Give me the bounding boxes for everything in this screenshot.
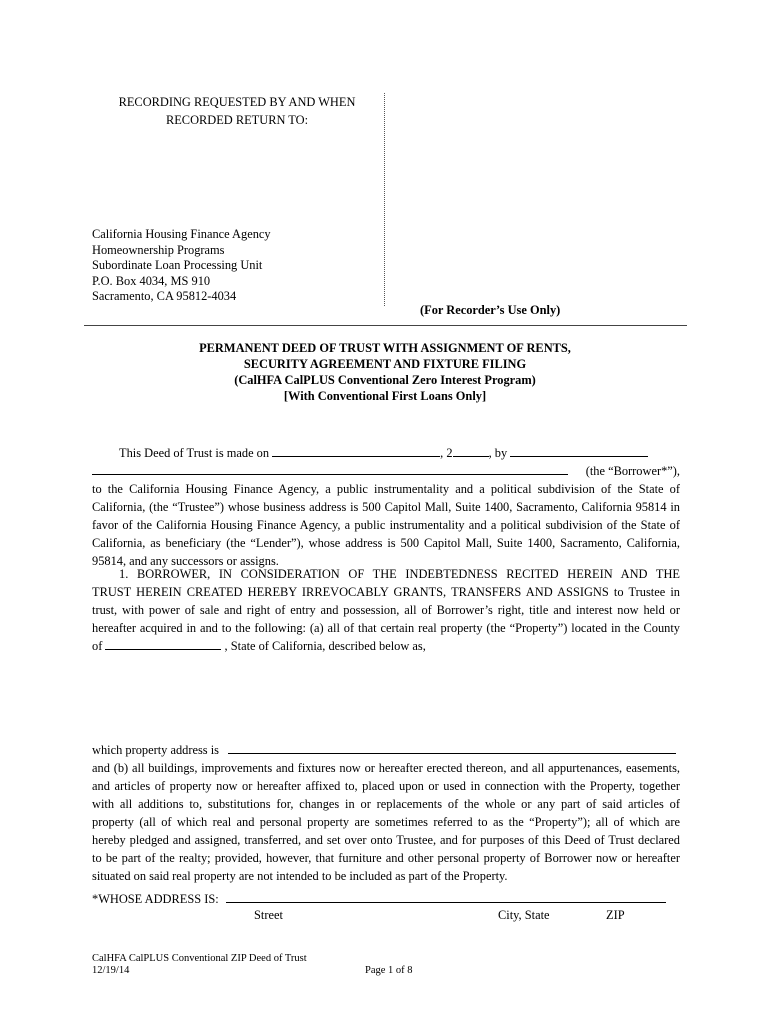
paragraph-line: situated on said real property are not intended to be included as part of the Property.: [92, 869, 508, 883]
property-address-label: which property address is: [92, 743, 219, 757]
header-divider-horizontal: [84, 325, 687, 326]
address-line: Homeownership Programs: [92, 242, 225, 257]
whose-address-label: *WHOSE ADDRESS IS:: [92, 892, 219, 906]
paragraph-line: and (b) all buildings, improvements and fixtures now or hereafter erected thereon, and all appurtenances, easements,: [92, 761, 680, 775]
zip-label: ZIP: [606, 908, 625, 922]
footer-form-name: CalHFA CalPLUS Conventional ZIP Deed of Trust: [92, 953, 307, 964]
page-number: Page 1 of 8: [365, 965, 413, 976]
date-field[interactable]: [272, 444, 440, 457]
paragraph-line: 1. BORROWER, IN CONSIDERATION OF THE INDEBTEDNESS RECITED HEREIN AND THE: [119, 567, 680, 581]
title-line: (CalHFA CalPLUS Conventional Zero Interest Program): [234, 373, 536, 387]
recording-requested-line1: RECORDING REQUESTED BY AND WHEN: [118, 95, 356, 109]
whose-address-row: [92, 890, 672, 908]
recorder-use-label: (For Recorder’s Use Only): [420, 303, 561, 317]
year-prefix: , 2: [440, 446, 453, 460]
by-label: , by: [488, 446, 508, 460]
address-line: California Housing Finance Agency: [92, 227, 271, 241]
footer-form-info: [92, 953, 307, 977]
address-line: Subordinate Loan Processing Unit: [92, 258, 263, 273]
address-line: P.O. Box 4034, MS 910: [92, 273, 211, 288]
borrower-name-field[interactable]: [510, 444, 648, 457]
paragraph-line: hereafter acquired in and to the following: (a) all of that certain real property (the “Property”) located in the County: [92, 621, 680, 635]
deed-made-on-label: This Deed of Trust is made on: [119, 446, 270, 460]
paragraph-line: favor of the California Housing Finance Agency, a public instrumentality and a political subdivision of the State of: [92, 518, 680, 532]
grant-paragraph: [92, 565, 680, 655]
paragraph-line: TRUST HEREIN CREATED HEREBY IRREVOCABLY GRANTS, TRANSFERS AND ASSIGNS to Trustee in: [92, 585, 680, 599]
borrower-name-field-2[interactable]: [92, 462, 568, 475]
recording-requested-line2: RECORDED RETURN TO:: [165, 113, 309, 127]
borrower-definition: (the “Borrower*”),: [585, 464, 680, 478]
paragraph-line: to the California Housing Finance Agency, a public instrumentality and a political subdivision of the State of: [92, 482, 680, 496]
title-line: PERMANENT DEED OF TRUST WITH ASSIGNMENT OF RENTS,: [199, 341, 571, 355]
paragraph-line: to be part of the realty; provided, however, that furniture and other personal property of Borrower now or hereafter: [92, 851, 680, 865]
paragraph-line: hereby pledged and assigned, transferred, and set over onto Trustee, and for purposes of this Deed of Trust declared: [92, 833, 680, 847]
address-line: Sacramento, CA 95812-4034: [92, 289, 237, 304]
paragraph-line: California, (the “Trustee”) whose business address is 500 Capitol Mall, Suite 1400, Sacramento, California 95814 in: [92, 500, 680, 514]
whose-address-field[interactable]: [226, 890, 666, 903]
paragraph-line: property (all of which real and personal property are sometimes referred to as the “Property”); all of which are: [92, 815, 680, 829]
county-prefix: of: [92, 639, 103, 653]
title-line: SECURITY AGREEMENT AND FIXTURE FILING: [243, 357, 527, 371]
paragraph-line: and articles of property now or hereafter affixed to, placed upon or used in connection with the Property, together: [92, 779, 680, 793]
paragraph-line: California, as beneficiary (the “Lender”), whose address is 500 Capitol Mall, Suite 1400, Sacramento, California,: [92, 536, 680, 550]
document-title: [0, 340, 770, 404]
county-field[interactable]: [105, 637, 221, 650]
header-divider-vertical: [384, 93, 385, 306]
paragraph-line: with all additions to, substitutions for, changes in or replacements of the whole or any part of said articles of: [92, 797, 680, 811]
paragraph-line: trust, with power of sale and right of entry and possession, all of Borrower’s right, title and interest now held or: [92, 603, 680, 617]
year-field[interactable]: [453, 444, 489, 457]
property-paragraph: [92, 741, 680, 885]
recording-requested-block: [92, 93, 382, 129]
city-state-label: City, State: [498, 908, 550, 922]
title-line: [With Conventional First Loans Only]: [283, 389, 487, 403]
return-address: [92, 227, 271, 305]
street-label: Street: [254, 908, 283, 922]
footer-date: 12/19/14: [92, 965, 130, 976]
deed-intro-paragraph: [92, 444, 680, 570]
paragraph-line: 95814, and any successors or assigns.: [92, 554, 279, 568]
property-address-field[interactable]: [228, 741, 676, 754]
county-suffix: , State of California, described below as,: [224, 639, 426, 653]
